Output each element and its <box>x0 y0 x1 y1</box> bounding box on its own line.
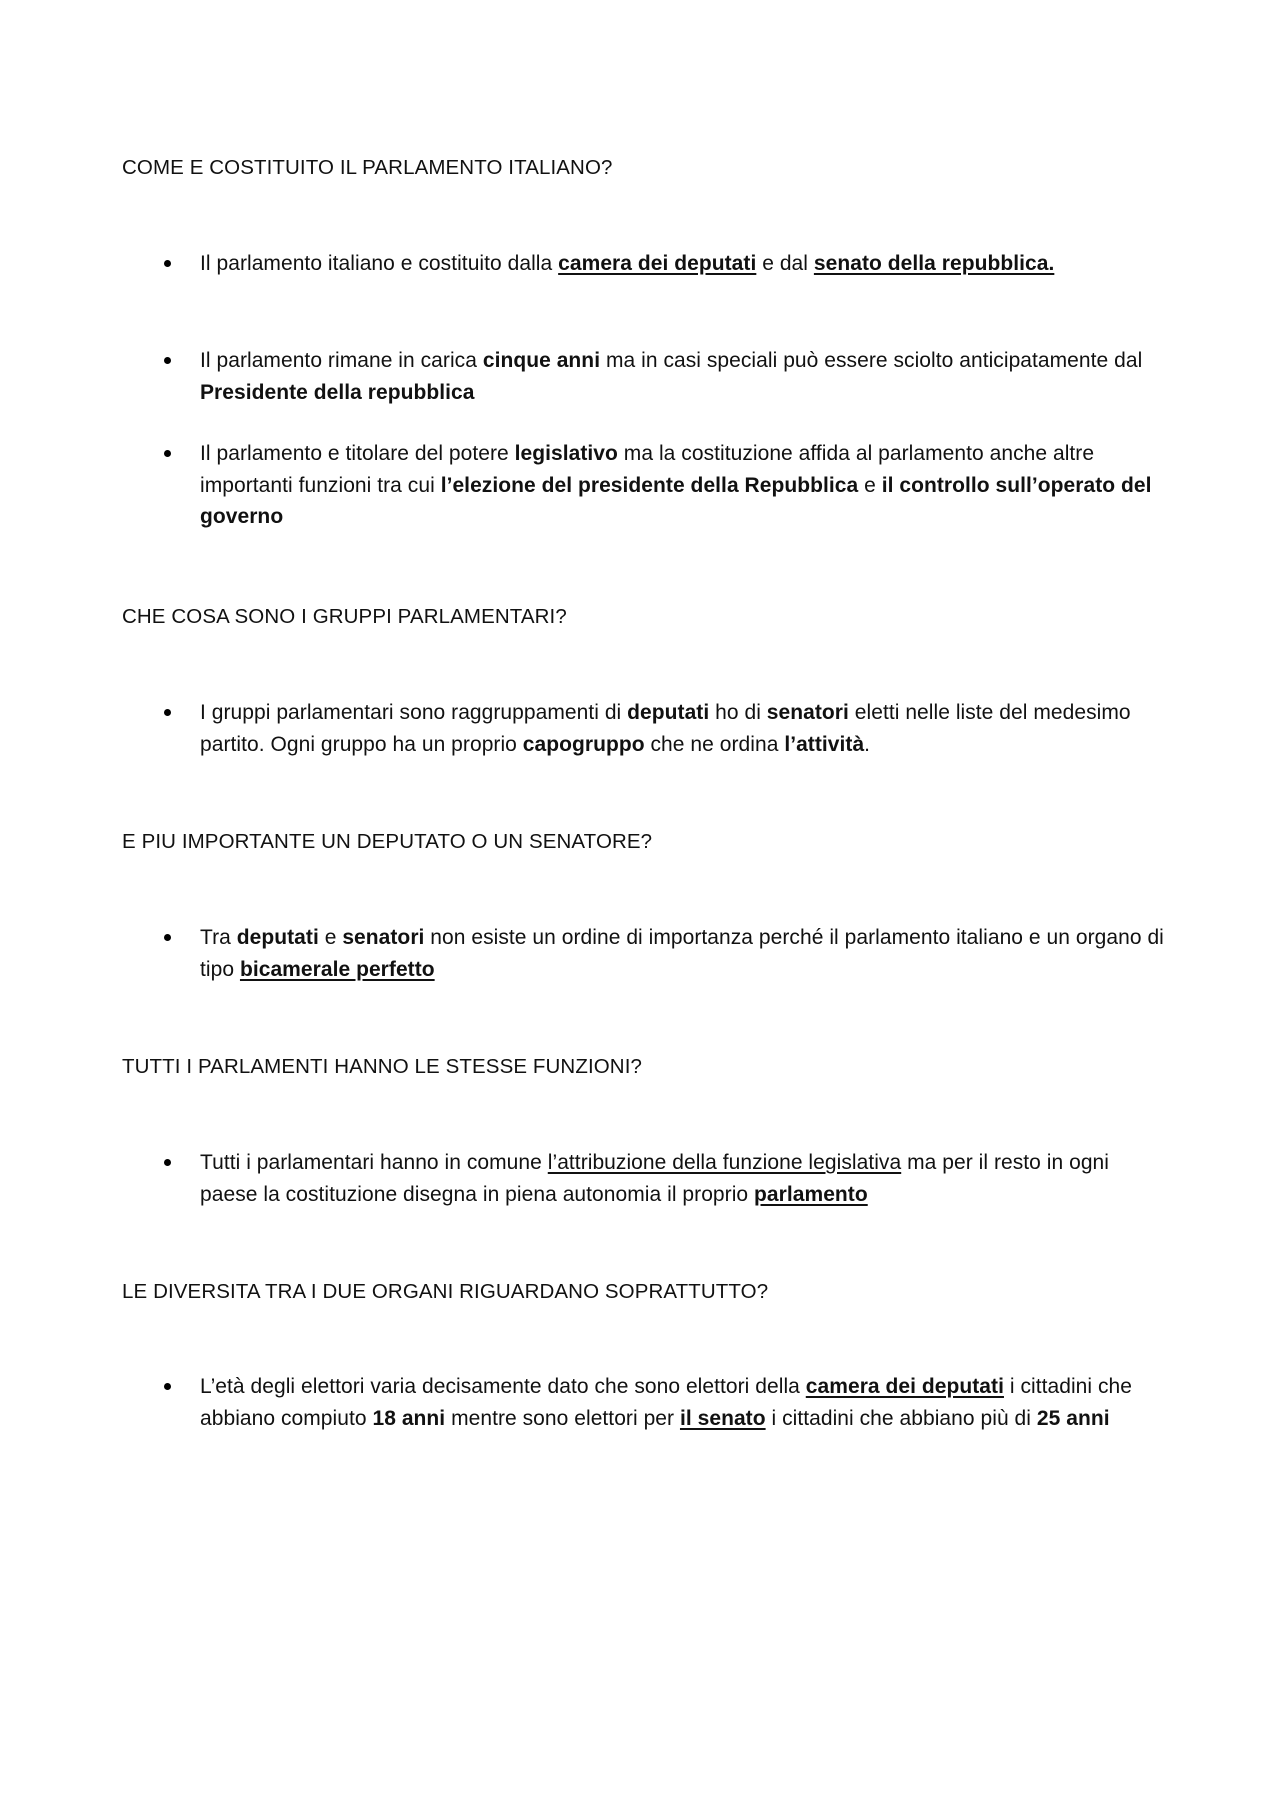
bold-term: 25 anni <box>1036 1406 1110 1430</box>
bullet-icon <box>164 709 171 716</box>
list-item: Il parlamento e titolare del potere legislativo ma la costituzione affida al parlamento anche altre importanti funzioni tra cui l’elezione del presidente della Repubblica e il controllo sull’operato del governo <box>200 442 1152 528</box>
underlined-term: bicamerale perfetto <box>239 957 435 981</box>
bold-term: legislativo <box>514 442 618 465</box>
underlined-term: il senato <box>679 1406 766 1430</box>
bullet-icon <box>164 357 171 364</box>
section-heading: CHE COSA SONO I GRUPPI PARLAMENTARI? <box>122 605 567 628</box>
bullet-icon <box>164 1159 171 1166</box>
bold-term: deputati <box>627 701 710 724</box>
bold-term: l’attività <box>784 732 865 756</box>
bold-term: capogruppo <box>522 732 645 756</box>
section-heading: E PIU IMPORTANTE UN DEPUTATO O UN SENATORE? <box>122 830 653 853</box>
bold-term: senatori <box>766 701 849 724</box>
underlined-term: l’attribuzione della funzione legislativa <box>547 1151 902 1174</box>
section-heading: LE DIVERSITA TRA I DUE ORGANI RIGUARDANO SOPRATTUTTO? <box>122 1280 769 1303</box>
bold-term: 18 anni <box>372 1406 446 1430</box>
list-item: Tutti i parlamentari hanno in comune l’attribuzione della funzione legislativa ma per il resto in ogni paese la costituzione disegna in piena autonomia il proprio parlamento <box>200 1151 1109 1206</box>
list-item: Tra deputati e senatori non esiste un ordine di importanza perché il parlamento italiano e un organo di tipo bicamerale perfetto <box>200 926 1164 981</box>
list-item: Il parlamento rimane in carica cinque anni ma in casi speciali può essere sciolto anticipatamente dal Presidente della repubblica <box>200 349 1143 404</box>
section-heading: COME E COSTITUITO IL PARLAMENTO ITALIANO? <box>122 156 613 179</box>
bold-term: cinque anni <box>482 349 601 372</box>
list-item: Il parlamento italiano e costituito dalla camera dei deputati e dal senato della repubblica. <box>200 252 1055 275</box>
bullet-icon <box>164 260 171 267</box>
bold-term: deputati <box>236 926 319 949</box>
bullet-icon <box>164 934 171 941</box>
underlined-term: camera dei deputati <box>805 1375 1004 1398</box>
list-item: I gruppi parlamentari sono raggruppamenti di deputati ho di senatori eletti nelle liste del medesimo partito. Ogni gruppo ha un proprio capogruppo che ne ordina l’attività. <box>200 701 1131 756</box>
underlined-term: senato della repubblica. <box>813 252 1055 275</box>
bullet-icon <box>164 450 171 457</box>
bold-term: Presidente della repubblica <box>200 380 475 404</box>
bullet-icon <box>164 1383 171 1390</box>
underlined-term: parlamento <box>754 1182 868 1206</box>
underlined-term: camera dei deputati <box>558 252 757 275</box>
bold-term: l’elezione del presidente della Repubblica <box>440 473 859 497</box>
bold-term: senatori <box>342 926 425 949</box>
list-item: L’età degli elettori varia decisamente dato che sono elettori della camera dei deputati i cittadini che abbiano compiuto 18 anni mentre sono elettori per il senato i cittadini che abbiano più di 25 anni <box>200 1375 1132 1430</box>
section-heading: TUTTI I PARLAMENTI HANNO LE STESSE FUNZIONI? <box>122 1055 643 1078</box>
bold-term: il controllo sull’operato del governo <box>200 473 1152 528</box>
